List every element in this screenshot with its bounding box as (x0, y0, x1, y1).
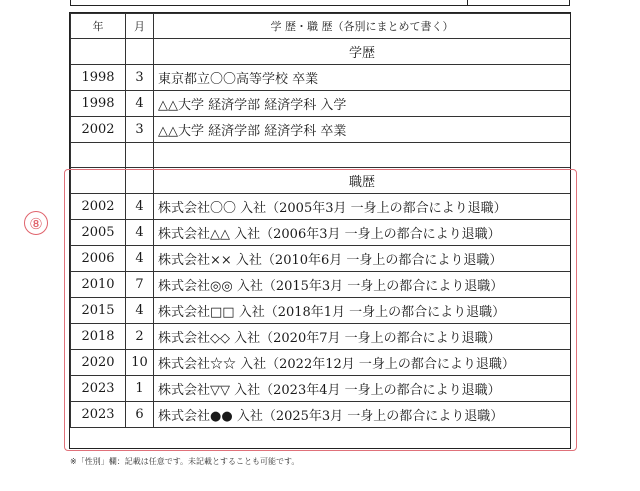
career-row (71, 350, 571, 376)
career-row (71, 298, 571, 324)
description-column-header: 学 歴・職 歴（各別にまとめて書く） (154, 14, 571, 39)
education-row (71, 91, 571, 117)
career-year: 2020 (71, 350, 126, 376)
career-month: 4 (126, 220, 154, 246)
year-column-header: 年 (71, 14, 126, 39)
education-section-title: 学歴 (154, 39, 571, 65)
career-description: 株式会社☆☆ 入社（2022年12月 一身上の都合により退職） (154, 350, 571, 376)
career-row (71, 402, 571, 428)
table-header-row (71, 14, 571, 39)
career-description: 株式会社〇〇 入社（2005年3月 一身上の都合により退職） (154, 194, 571, 220)
career-section-row (71, 168, 571, 194)
career-description: 株式会社△△ 入社（2006年3月 一身上の都合により退職） (154, 220, 571, 246)
career-description: 株式会社▽▽ 入社（2023年4月 一身上の都合により退職） (154, 376, 571, 402)
career-year: 2018 (71, 324, 126, 350)
career-month: 6 (126, 402, 154, 428)
education-section-row (71, 39, 571, 65)
career-month: 10 (126, 350, 154, 376)
education-year: 1998 (71, 91, 126, 117)
education-description: △△大学 経済学部 経済学科 入学 (154, 91, 571, 117)
career-row (71, 220, 571, 246)
career-month: 4 (126, 298, 154, 324)
career-description: 株式会社□□ 入社（2018年1月 一身上の都合により退職） (154, 298, 571, 324)
education-description: 東京都立〇〇高等学校 卒業 (154, 65, 571, 91)
career-year: 2023 (71, 376, 126, 402)
education-month: 4 (126, 91, 154, 117)
career-year: 2023 (71, 402, 126, 428)
career-month: 1 (126, 376, 154, 402)
blank-row (71, 143, 571, 168)
career-description: 株式会社◇◇ 入社（2020年7月 一身上の都合により退職） (154, 324, 571, 350)
education-month: 3 (126, 65, 154, 91)
career-year: 2015 (71, 298, 126, 324)
career-row (71, 376, 571, 402)
career-row (71, 246, 571, 272)
education-year: 1998 (71, 65, 126, 91)
career-row (71, 324, 571, 350)
education-row (71, 117, 571, 143)
career-month: 4 (126, 194, 154, 220)
callout-number-marker: ⑧ (24, 211, 48, 235)
education-year: 2002 (71, 117, 126, 143)
career-year: 2005 (71, 220, 126, 246)
career-year: 2006 (71, 246, 126, 272)
education-row (71, 65, 571, 91)
education-description: △△大学 経済学部 経済学科 卒業 (154, 117, 571, 143)
career-row (71, 194, 571, 220)
month-column-header: 月 (126, 14, 154, 39)
career-row (71, 272, 571, 298)
previous-section-divider (467, 0, 468, 6)
education-month: 3 (126, 117, 154, 143)
career-section-title: 職歴 (154, 168, 571, 194)
education-career-table (70, 13, 571, 428)
footnote: ※「性別」欄：記載は任意です。未記載とすることも可能です。 (70, 457, 300, 466)
career-description: 株式会社◎◎ 入社（2015年3月 一身上の都合により退職） (154, 272, 571, 298)
career-year: 2002 (71, 194, 126, 220)
previous-section-border (70, 0, 570, 6)
career-month: 2 (126, 324, 154, 350)
career-description: 株式会社×× 入社（2010年6月 一身上の都合により退職） (154, 246, 571, 272)
career-month: 7 (126, 272, 154, 298)
career-year: 2010 (71, 272, 126, 298)
career-description: 株式会社●● 入社（2025年3月 一身上の都合により退職） (154, 402, 571, 428)
career-month: 4 (126, 246, 154, 272)
